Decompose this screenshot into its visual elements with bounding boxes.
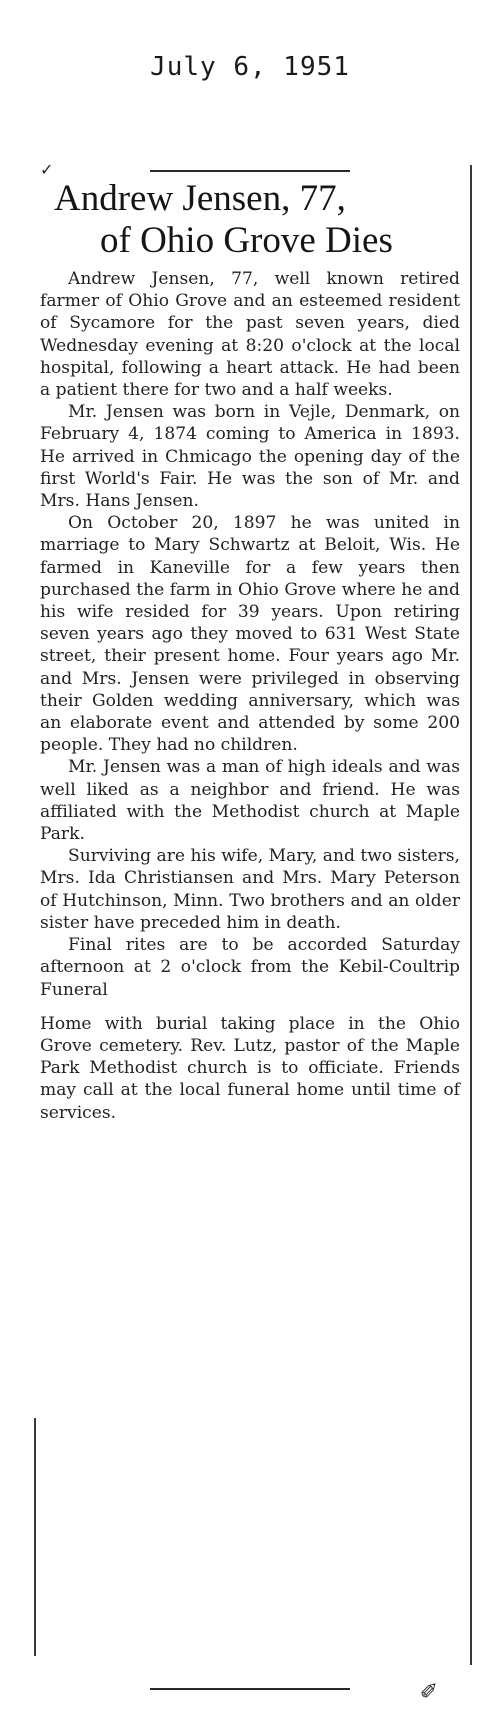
paragraph-6: Final rites are to be accorded Saturday afternoon at 2 o'clock from the Kebil-Coultrip Funeral: [40, 935, 460, 1000]
headline-line-2: of Ohio Grove Dies: [100, 220, 393, 261]
corner-scribble-mark: ✐: [419, 1680, 438, 1705]
headline-line-1: Andrew Jensen, 77,: [54, 178, 346, 219]
article-headline: [54, 178, 474, 262]
article-body: [40, 268, 460, 1124]
continuation-paragraph: Home with burial taking place in the Ohio Grove cemetery. Rev. Lutz, pastor of the Maple Park Methodist church is to officiate. Friends may call at the local funeral home until time of services.: [40, 1013, 460, 1123]
corner-tick-mark: ✓: [40, 160, 54, 179]
clipping-date: July 6, 1951: [150, 52, 350, 82]
bottom-rule: [150, 1688, 350, 1690]
paragraph-4: Mr. Jensen was a man of high ideals and was well liked as a neighbor and friend. He was affiliated with the Methodist church at Maple Park.: [40, 757, 460, 845]
right-column-border: [470, 165, 472, 1665]
left-column-border: [34, 1418, 36, 1656]
paragraph-2: Mr. Jensen was born in Vejle, Denmark, on February 4, 1874 coming to America in 1893. He arrived in Chmicago the opening day of the first World's Fair. He was the son of Mr. and Mrs. Hans Jensen.: [40, 402, 460, 512]
paragraph-3: On October 20, 1897 he was united in marriage to Mary Schwartz at Beloit, Wis. He farmed in Kaneville for a few years then purchased the farm in Ohio Grove where he and his wife resided for 39 years. Upon retiring seven years ago they moved to 631 West State street, their present home. Four years ago Mr. and Mrs. Jensen were privileged in observing their Golden wedding anniversary, which was an elaborate event and attended by some 200 people. They had no children.: [40, 513, 460, 756]
paragraph-1: Andrew Jensen, 77, well known retired farmer of Ohio Grove and an esteemed resident of Sycamore for the past seven years, died Wednesday evening at 8:20 o'clock at the local hospital, following a heart attack. He had been a patient there for two and a half weeks.: [40, 269, 460, 401]
paragraph-5: Surviving are his wife, Mary, and two sisters, Mrs. Ida Christiansen and Mrs. Mary Peterson of Hutchinson, Minn. Two brothers and an older sister have preceded him in death.: [40, 846, 460, 933]
top-rule: [150, 170, 350, 172]
